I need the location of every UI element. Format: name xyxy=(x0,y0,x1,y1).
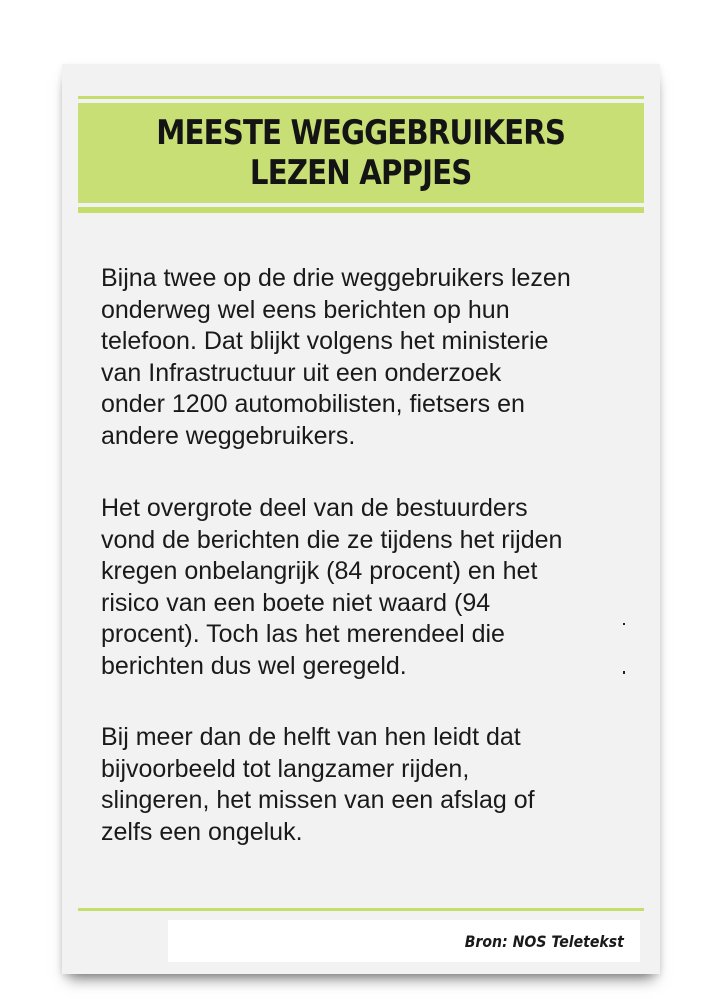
stray-mark xyxy=(623,623,625,625)
footer-rule xyxy=(78,908,644,911)
header-bottom-rule xyxy=(78,207,644,213)
source-box xyxy=(168,920,640,962)
paragraph-2: Het overgrote deel van de bestuurders vond de berichten die ze tijdens het rijden kregen onbelangrijk (84 procent) en het risico van een boete niet waard (94 procent). Toch las het merendeel die berichten dus wel geregeld. xyxy=(101,494,563,680)
paragraph-3: Bij meer dan de helft van hen leidt dat bijvoorbeeld tot langzamer rijden, slingeren, het missen van een afslag of zelfs een ongeluk. xyxy=(101,723,535,846)
source-credit: Bron: NOS Teletekst xyxy=(464,931,624,951)
paragraph-1: Bijna twee op de drie weggebruikers lezen onderweg wel eens berichten op hun telefoon. Dat blijkt volgens het ministerie van Infrastructuur uit een onderzoek onder 1200 automobilisten, fietsers en andere weggebruikers. xyxy=(101,264,571,450)
header-top-rule xyxy=(78,96,644,99)
headline-band xyxy=(78,103,644,203)
stray-mark xyxy=(623,671,625,674)
headline: MEESTE WEGGEBRUIKERS LEZEN APPJES xyxy=(156,113,566,193)
